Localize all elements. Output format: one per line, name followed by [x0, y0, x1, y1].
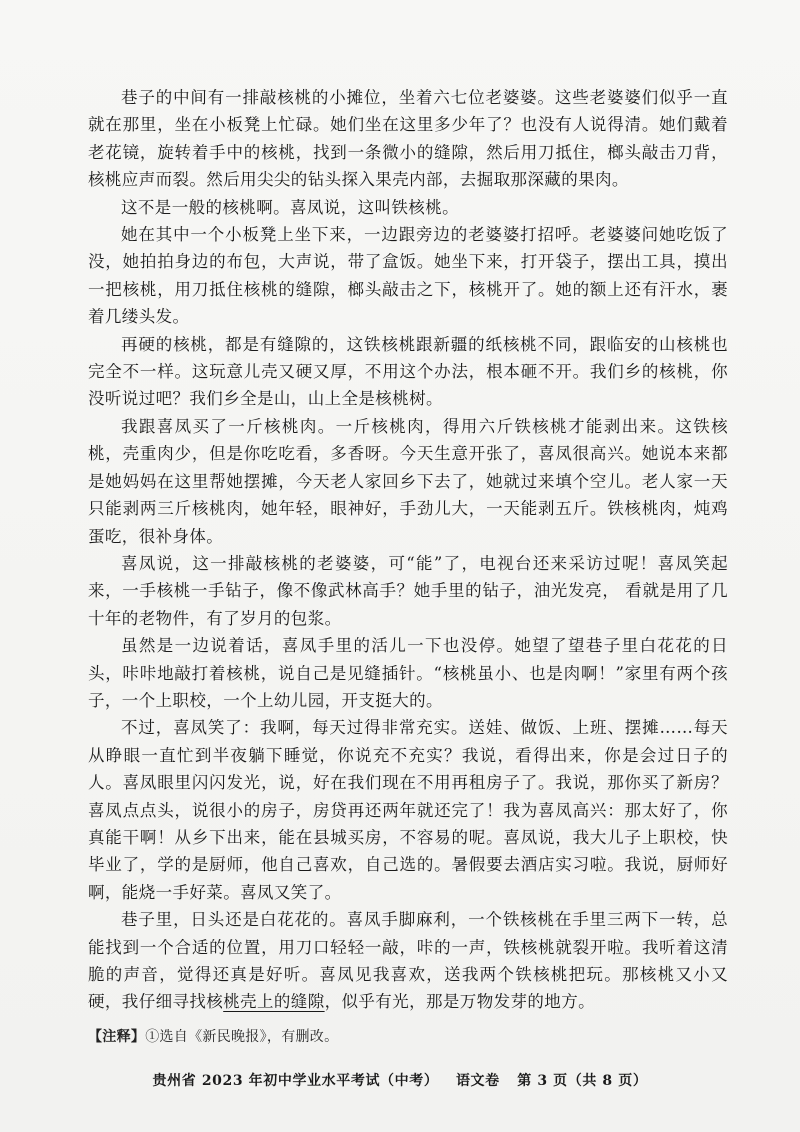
footer-subject: 语文卷	[455, 1073, 500, 1089]
paragraph-7: 虽然是一边说着话，喜凤手里的活儿一下也没停。她望了望巷子里白花花的日头，咔咔地敲打着核桃，说自己是见缝插针。“核桃虽小、也是肉啊！”家里有两个孩子，一个上职校，一个上幼儿园，开支挺大的。	[88, 636, 728, 710]
paragraph-9	[88, 906, 728, 1016]
footer-page-number: 第 3 页（共 8 页）	[517, 1073, 648, 1089]
article-body	[88, 84, 728, 1016]
footer-exam-title: 贵州省 2023 年初中学业水平考试（中考）	[152, 1073, 439, 1089]
paragraph-1: 巷子的中间有一排敲核桃的小摊位，坐着六七位老婆婆。这些老婆婆们似乎一直就在那里，坐在小板凳上忙碌。她们坐在这里多少年了？也没有人说得清。她们戴着老花镜，旋转着手中的核桃，找到一条微小的缝隙，然后用刀抵住，榔头敲击刀背，核桃应声而裂。然后用尖尖的钻头探入果壳内部，去掘取那深藏的果肉。	[88, 88, 728, 190]
note-tag: 【注释】	[88, 1029, 146, 1045]
paragraph-3: 她在其中一个小板凳上坐下来，一边跟旁边的老婆婆打招呼。老婆婆问她吃饭了没，她拍拍身边的布包，大声说，带了盒饭。她坐下来，打开袋子，摆出工具，摸出一把核桃，用刀抵住核桃的缝隙，榔头敲击之下，核桃开了。她的额上还有汗水，裹着几缕头发。	[88, 225, 728, 327]
paragraph-9-text-end: ，似乎有光，那是万物发芽的地方。	[324, 992, 596, 1012]
paragraph-6: 喜凤说，这一排敲核桃的老婆婆，可“能”了，电视台还来采访过呢！喜凤笑起来，一手核桃一手钻子，像不像武林高手？她手里的钻子，油光发亮， 看就是用了几十年的老物件，有了岁月的包浆。	[88, 553, 728, 628]
paragraph-2: 这不是一般的核桃啊。喜凤说，这叫铁核桃。	[121, 197, 459, 217]
note-text: ①选自《新民晚报》，有删改。	[145, 1029, 339, 1045]
paragraph-4: 再硬的核桃，都是有缝隙的，这铁核桃跟新疆的纸核桃不同，跟临安的山核桃也完全不一样。这玩意儿壳又硬又厚，不用这个办法，根本砸不开。我们乡的核桃，你没听说过吧？我们乡全是山，山上全是核桃树。	[88, 334, 728, 409]
paragraph-8: 不过，喜凤笑了：我啊，每天过得非常充实。送娃、做饭、上班、摆摊……每天从睁眼一直忙到半夜躺下睡觉，你说充不充实？我说，看得出来，你是会过日子的人。喜凤眼里闪闪发光，说，好在我们现在不用再租房子了。我说，那你买了新房？喜凤点点头，说很小的房子，房贷再还两年就还完了！我为喜凤高兴：那太好了，你真能干啊！从乡下出来，能在县城买房，不容易的呢。喜凤说，我大儿子上职校，快毕业了，学的是厨师，他自己喜欢，自己选的。暑假要去酒店实习啦。我说，厨师好啊，能烧一手好菜。喜凤又笑了。	[88, 718, 728, 902]
paragraph-9-text-start: 巷子里，日头还是白花花的。喜凤手脚麻利，一个铁核桃在手里三两下一转，总能找到一个合适的位置，用刀口轻轻一敲，咔的一声，铁核桃就裂开啦。我听着这清脆的声音，觉得还真是好听。喜凤见我喜欢，送我两个铁核桃把玩。那核桃又小又硬，我仔细寻找核	[88, 910, 728, 1012]
annotation-note	[88, 1026, 728, 1046]
page-footer	[0, 1070, 800, 1090]
paragraph-5: 我跟喜凤买了一斤核桃肉。一斤核桃肉，得用六斤铁核桃才能剥出来。这铁核桃，壳重肉少，但是你吃吃看，多香呀。今天生意开张了，喜凤很高兴。她说本来都是她妈妈在这里帮她摆摊，今天老人家回乡下去了，她就过来填个空儿。老人家一天只能剥两三斤核桃肉，她年轻，眼神好，手劲儿大，一天能剥五斤。铁核桃肉，炖鸡蛋吃，很补身体。	[88, 416, 728, 546]
underlined-sentence: 桃壳上的缝隙	[223, 992, 325, 1012]
